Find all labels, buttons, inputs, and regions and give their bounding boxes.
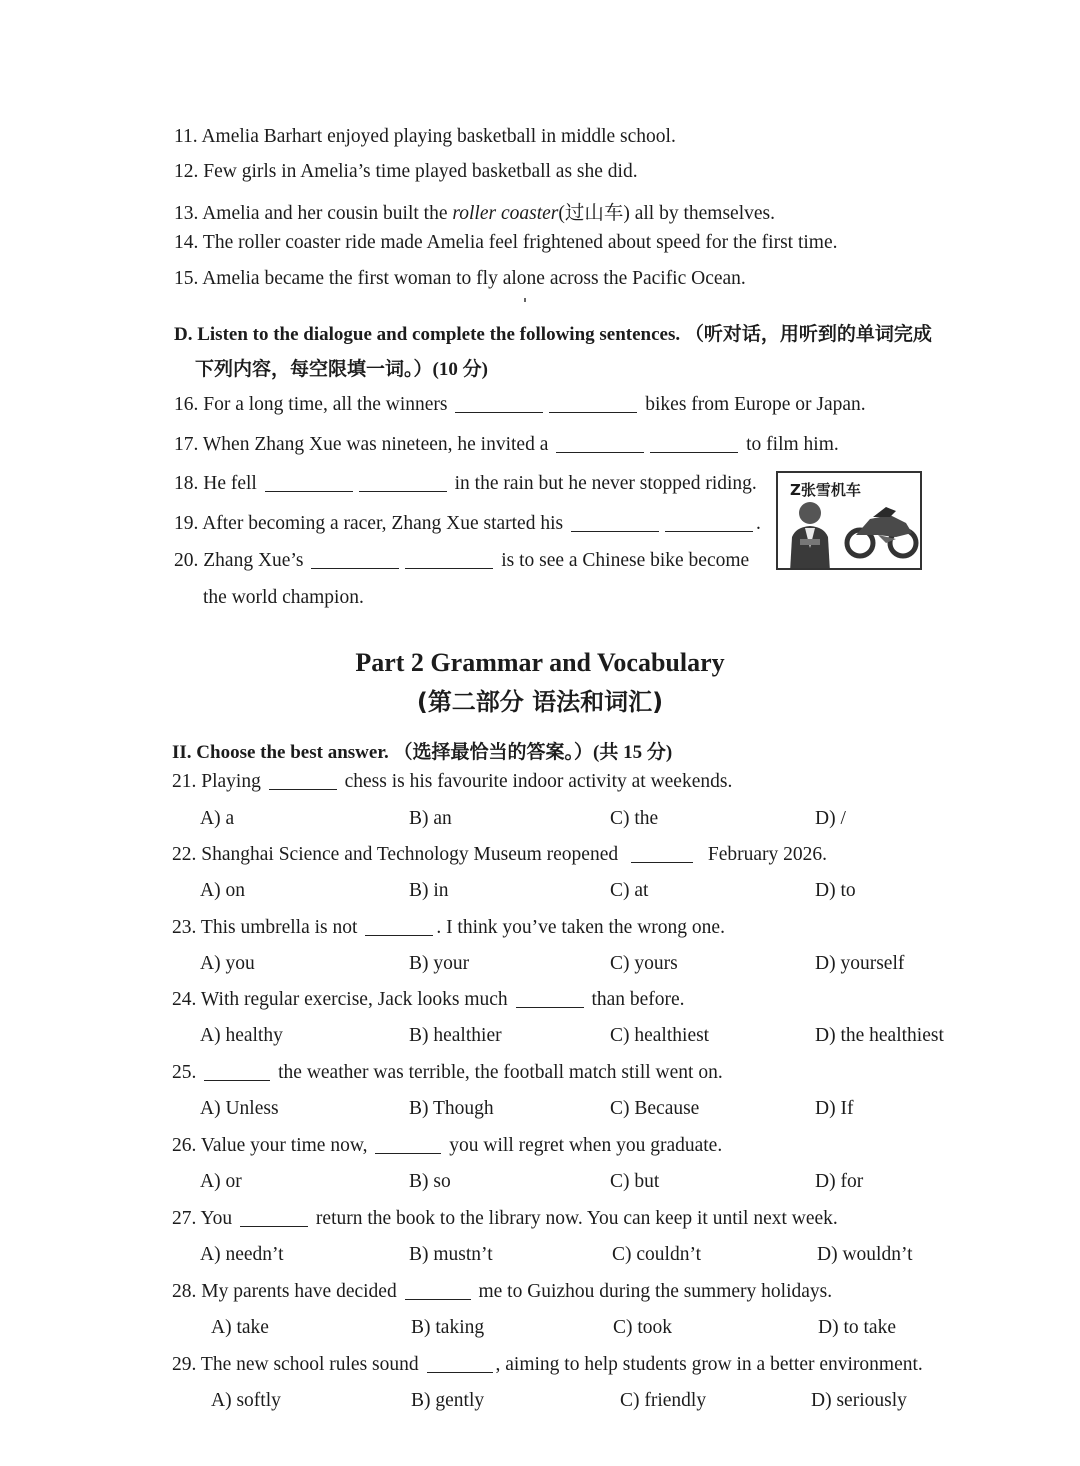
question-24 <box>172 989 685 1011</box>
question-22 <box>172 844 827 866</box>
question-stem-after: , aiming to help students grow in a better environment. <box>495 1354 923 1375</box>
answer-blank[interactable] <box>405 1298 471 1300</box>
question-number: 24. <box>172 989 197 1010</box>
option-b[interactable]: B) so <box>409 1171 451 1192</box>
option-d[interactable]: D) for <box>815 1171 864 1192</box>
question-stem-after: you will regret when you graduate. <box>449 1135 723 1156</box>
answer-blank[interactable] <box>375 1152 441 1154</box>
option-a[interactable]: A) needn’t <box>200 1244 284 1265</box>
answer-blank[interactable] <box>269 788 337 790</box>
question-stem-after: than before. <box>591 989 685 1010</box>
option-a[interactable]: A) take <box>211 1317 269 1338</box>
fill-item-19 <box>174 513 761 535</box>
option-a[interactable]: A) healthy <box>200 1025 283 1046</box>
question-stem-before: Shanghai Science and Technology Museum reopened <box>201 844 619 865</box>
statement-text: The roller coaster ride made Amelia feel frightened about speed for the first time. <box>202 232 838 253</box>
sentence-after: . <box>755 513 761 534</box>
stray-mark <box>524 298 526 302</box>
answer-blank[interactable] <box>427 1371 493 1373</box>
answer-blank[interactable] <box>455 411 543 413</box>
sentence-before: Zhang Xue’s <box>203 550 304 571</box>
statement-text: Amelia Barhart enjoyed playing basketball in middle school. <box>201 126 676 147</box>
answer-blank[interactable] <box>549 411 637 413</box>
answer-blank[interactable] <box>571 530 659 532</box>
question-25 <box>172 1062 723 1084</box>
option-a[interactable]: A) on <box>200 880 245 901</box>
option-c[interactable]: C) healthiest <box>610 1025 710 1046</box>
option-c[interactable]: C) Because <box>610 1098 700 1119</box>
answer-blank[interactable] <box>631 861 693 863</box>
sentence-after: bikes from Europe or Japan. <box>645 394 866 415</box>
option-a[interactable]: A) you <box>200 953 255 974</box>
option-c[interactable]: C) friendly <box>620 1390 707 1411</box>
question-27 <box>172 1208 838 1230</box>
option-d[interactable]: D) seriously <box>811 1390 907 1411</box>
option-b[interactable]: B) gently <box>411 1390 485 1411</box>
part-2-subtitle: (第二部分 语法和词汇) <box>416 688 664 716</box>
question-number: 23. <box>172 917 197 938</box>
question-number: 21. <box>172 771 197 792</box>
question-number: 26. <box>172 1135 197 1156</box>
part-2-title: Part 2 Grammar and Vocabulary <box>355 648 725 677</box>
option-b[interactable]: B) your <box>409 953 470 974</box>
item-number: 19. <box>174 513 199 534</box>
statement-12 <box>174 161 638 183</box>
option-d[interactable]: D) wouldn’t <box>817 1244 913 1265</box>
sentence-after: to film him. <box>746 434 839 455</box>
question-number: 28. <box>172 1281 197 1302</box>
fill-item-20 <box>174 550 749 572</box>
statement-text: Amelia became the first woman to fly alone across the Pacific Ocean. <box>202 268 746 289</box>
answer-blank[interactable] <box>665 530 753 532</box>
answer-blank[interactable] <box>556 451 644 453</box>
item-number: 13. <box>174 203 199 224</box>
question-stem-before: With regular exercise, Jack looks much <box>200 989 508 1010</box>
answer-blank[interactable] <box>311 567 399 569</box>
answer-blank[interactable] <box>204 1079 270 1081</box>
question-stem-before: This umbrella is not <box>200 917 358 938</box>
question-stem-after: the weather was terrible, the football match still went on. <box>278 1062 723 1083</box>
option-c[interactable]: C) couldn’t <box>612 1244 702 1265</box>
answer-blank[interactable] <box>240 1225 308 1227</box>
item-number: 18. <box>174 473 199 494</box>
item-number: 17. <box>174 434 199 455</box>
option-b[interactable]: B) an <box>409 808 452 829</box>
statement-text: Amelia and her cousin built the <box>202 203 453 224</box>
question-stem-after: . I think you’ve taken the wrong one. <box>436 917 725 938</box>
section-d-heading-cont: 下列内容，每空限填一词。）(10 分) <box>195 359 488 380</box>
question-number: 29. <box>172 1354 197 1375</box>
option-d[interactable]: D) If <box>815 1098 854 1119</box>
answer-blank[interactable] <box>359 490 447 492</box>
fill-item-18 <box>174 473 757 495</box>
option-d[interactable]: D) to <box>815 880 856 901</box>
item-number: 16. <box>174 394 199 415</box>
option-a[interactable]: A) Unless <box>200 1098 279 1119</box>
option-a[interactable]: A) or <box>200 1171 242 1192</box>
sentence-before: When Zhang Xue was nineteen, he invited a <box>202 434 549 455</box>
question-29 <box>172 1354 923 1376</box>
option-b[interactable]: B) taking <box>411 1317 485 1338</box>
statement-text-after: (过山车) all by themselves. <box>558 203 775 224</box>
option-b[interactable]: B) healthier <box>409 1025 502 1046</box>
question-stem-after: chess is his favourite indoor activity at weekends. <box>344 771 733 792</box>
question-stem-after: return the book to the library now. You can keep it until next week. <box>315 1208 838 1229</box>
question-stem-before: Value your time now, <box>200 1135 368 1156</box>
statement-text: Few girls in Amelia’s time played basketball as she did. <box>203 161 638 182</box>
item-number: 20. <box>174 550 199 571</box>
question-21 <box>172 771 732 793</box>
question-number: 22. <box>172 844 197 865</box>
option-b[interactable]: B) in <box>409 880 449 901</box>
option-b[interactable]: B) mustn’t <box>409 1244 493 1265</box>
option-d[interactable]: D) / <box>815 808 846 829</box>
section-ii-heading: II. Choose the best answer. （选择最恰当的答案。）(共 15 分) <box>172 742 673 763</box>
answer-blank[interactable] <box>265 490 353 492</box>
sentence-before: After becoming a racer, Zhang Xue started his <box>202 513 564 534</box>
item-number: 11. <box>174 126 198 147</box>
option-d[interactable]: D) yourself <box>815 953 905 974</box>
statement-14 <box>174 232 838 254</box>
fill-item-16 <box>174 394 866 416</box>
answer-blank[interactable] <box>516 1006 584 1008</box>
item-number: 14. <box>174 232 199 253</box>
statement-11 <box>174 126 676 148</box>
sentence-before: For a long time, all the winners <box>203 394 448 415</box>
sentence-after: is to see a Chinese bike become <box>501 550 750 571</box>
item-number: 15. <box>174 268 199 289</box>
option-d[interactable]: D) the healthiest <box>815 1025 944 1046</box>
zhang-xue-motorcycle-picture <box>776 471 922 570</box>
option-a[interactable]: A) softly <box>211 1390 281 1411</box>
fill-item-20-cont: the world champion. <box>203 587 364 608</box>
question-stem-after: me to Guizhou during the summery holidays. <box>478 1281 833 1302</box>
question-23 <box>172 917 725 939</box>
item-number: 12. <box>174 161 199 182</box>
answer-blank[interactable] <box>365 934 433 936</box>
question-stem-before: My parents have decided <box>201 1281 397 1302</box>
statement-15 <box>174 268 746 290</box>
option-c[interactable]: C) the <box>610 808 659 829</box>
statement-13 <box>174 197 775 225</box>
question-stem-before: The new school rules sound <box>200 1354 419 1375</box>
question-26 <box>172 1135 722 1157</box>
answer-blank[interactable] <box>405 567 493 569</box>
option-b[interactable]: B) Though <box>409 1098 494 1119</box>
option-c[interactable]: C) took <box>613 1317 673 1338</box>
question-28 <box>172 1281 832 1303</box>
question-stem-after: February 2026. <box>707 844 828 865</box>
question-stem-before: You <box>200 1208 233 1229</box>
option-d[interactable]: D) to take <box>818 1317 896 1338</box>
question-number: 25. <box>172 1062 197 1083</box>
section-d-heading: D. Listen to the dialogue and complete the following sentences. （听对话，用听到的单词完成 <box>174 324 932 345</box>
option-c[interactable]: C) yours <box>610 953 678 974</box>
question-number: 27. <box>172 1208 197 1229</box>
option-a[interactable]: A) a <box>200 808 235 829</box>
sentence-before: He fell <box>203 473 257 494</box>
option-c[interactable]: C) but <box>610 1171 660 1192</box>
picture-caption: Z张雪机车 <box>790 481 861 499</box>
answer-blank[interactable] <box>650 451 738 453</box>
statement-italic-term: roller coaster <box>452 203 559 224</box>
option-c[interactable]: C) at <box>610 880 649 901</box>
sentence-after: in the rain but he never stopped riding. <box>454 473 757 494</box>
question-stem-before: Playing <box>201 771 261 792</box>
fill-item-17 <box>174 434 839 456</box>
